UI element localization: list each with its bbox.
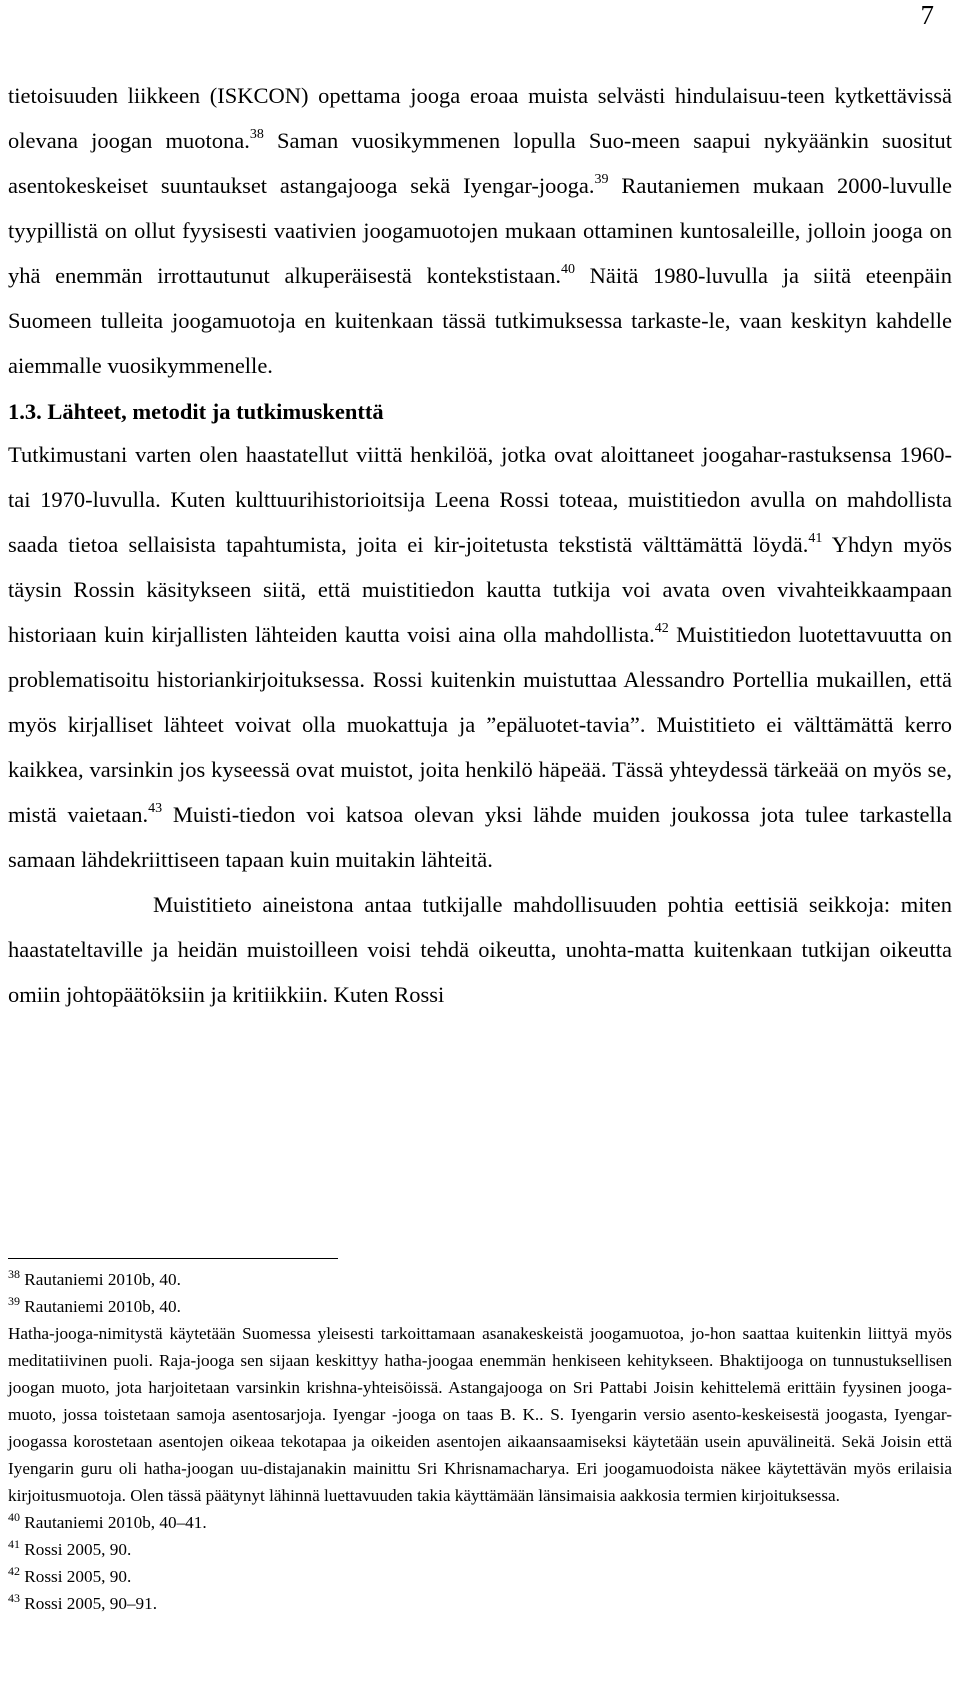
footnote-ref-40[interactable]: 40 — [560, 262, 575, 277]
text-run: Yhdyn myös täysin Rossin käsitykseen siitä, että muistitiedon kautta tutkija voi avata oven vivahteikkaampaan historiaan kuin kirjallisten lähteiden kautta voisi aina olla mahdollista. — [8, 532, 952, 647]
footnote-separator — [8, 1258, 338, 1259]
footnote-42 — [8, 1563, 952, 1590]
paragraph-2 — [8, 432, 952, 882]
footnote-38 — [8, 1266, 952, 1293]
footnote-number: 38 — [8, 1267, 20, 1281]
main-text — [8, 73, 952, 1017]
footnote-number: 41 — [8, 1537, 20, 1551]
paragraph-3 — [8, 882, 952, 1017]
footnote-number: 42 — [8, 1564, 20, 1578]
text-run: Muistitiedon luotettavuutta on problematisoitu historiankirjoituksessa. Rossi kuitenkin muistuttaa Alessandro Portellia mukaillen, että myös kirjalliset lähteet voivat olla muokattuja ja ”epäluotet-tavia”. Muistitieto ei välttämättä kerro kaikkea, varsinkin jos kyseessä ovat muistot, joita henkilö häpeää. Tässä yhteydessä tärkeää on myös se, mistä vaietaan. — [8, 622, 952, 827]
footnote-number: 43 — [8, 1591, 20, 1605]
footnote-number: 39 — [8, 1294, 20, 1308]
footnotes — [8, 1266, 952, 1617]
footnote-text: Rautaniemi 2010b, 40. — [24, 1270, 181, 1289]
footnote-41 — [8, 1536, 952, 1563]
footnote-text: Rautaniemi 2010b, 40–41. — [24, 1513, 207, 1532]
footnote-40 — [8, 1509, 952, 1536]
footnote-text: Rossi 2005, 90. — [24, 1540, 132, 1559]
page-number: 7 — [920, 0, 934, 30]
text-run: Saman vuosikymmenen lopulla Suo-meen saapui nykyäänkin suositut asentokeskeiset suuntaukset astangajooga sekä Iyengar-jooga. — [8, 128, 952, 198]
footnote-43 — [8, 1590, 952, 1617]
text-run: Tutkimustani varten olen haastatellut viittä henkilöä, jotka ovat aloittaneet joogahar-rastuksensa 1960- tai 1970-luvulla. Kuten kulttuurihistorioitsija Leena Rossi toteaa, muistitiedon avulla on mahdollista saada tietoa sellaisista tapahtumista, joita ei kir-joitetusta tekstistä välttämättä löydä. — [8, 442, 952, 557]
text-run: tietoisuuden liikkeen (ISKCON) opettama jooga eroaa muista selvästi hindulaisuu-teen kytkettävissä olevana joogan muotona. — [8, 83, 952, 153]
text-run: Muistitieto aineistona antaa tutkijalle mahdollisuuden pohtia eettisiä seikkoja: miten haastateltaville ja heidän muistoilleen voisi tehdä oikeutta, unohta-matta kuitenkaan tutkijan oikeutta omiin johtopäätöksiin ja kritiikkiin. Kuten Rossi — [8, 892, 952, 1007]
footnote-number: 40 — [8, 1510, 20, 1524]
footnote-ref-41[interactable]: 41 — [808, 531, 823, 546]
text-run: Näitä 1980-luvulla ja siitä eteenpäin Suomeen tulleita joogamuotoja en kuitenkaan tässä tutkimuksessa tarkaste-le, vaan keskityn kahdelle aiemmalle vuosikymmenelle. — [8, 263, 952, 378]
footnote-note — [8, 1320, 952, 1509]
footnote-ref-39[interactable]: 39 — [594, 172, 609, 187]
footnote-39 — [8, 1293, 952, 1320]
paragraph-1 — [8, 73, 952, 388]
footnote-text: Rautaniemi 2010b, 40. — [24, 1297, 181, 1316]
footnote-ref-38[interactable]: 38 — [249, 127, 264, 142]
footnote-text: Rossi 2005, 90–91. — [24, 1594, 158, 1613]
footnote-ref-43[interactable]: 43 — [148, 801, 163, 816]
footnote-text: Hatha-jooga-nimitystä käytetään Suomessa yleisesti tarkoittamaan asanakeskeistä joogamuotoa, jo-hon saattaa kuitenkin liittyä myös meditatiivinen puoli. Raja-jooga sen sijaan keskittyy hatha-joogaa enemmän henkiseen kehitykseen. Bhaktijooga on tunnustuksellisen joogan muoto, jota harjoitetaan varsinkin krishna-yhteisöissä. Astangajooga on Sri Pattabi Joisin kehittelemä erittäin fyysinen jooga-muoto, jossa toistetaan samoja asentosarjoja. Iyengar -jooga on taas B. K.. S. Iyengarin versio asento-keskeisestä joogasta, Iyengar-joogassa korostetaan asentojen oikeaa tekotapaa ja oikeiden asentojen aikaansaamiseksi käytetään usein apuvälineitä. Sekä Joisin että Iyengarin guru oli hatha-joogan uu-distajanakin mainittu Sri Khrisnamacharya. Eri joogamuodoista näkee käytettävän myös erilaisia kirjoitusmuotoja. Olen tässä päätynyt lähinnä luettavuuden takia käyttämään länsimaisia aakkosia termien kirjoituksessa. — [8, 1324, 952, 1505]
text-run: Rautaniemen mukaan 2000-luvulle tyypillistä on ollut fyysisesti vaativien joogamuotojen mukaan ottaminen kuntosaleille, jolloin jooga on yhä enemmän irrottautunut alkuperäisestä kontekstistaan. — [8, 173, 952, 288]
section-heading: 1.3. Lähteet, metodit ja tutkimuskenttä — [8, 399, 384, 424]
footnote-ref-42[interactable]: 42 — [654, 621, 669, 636]
footnote-text: Rossi 2005, 90. — [24, 1567, 132, 1586]
text-run: Muisti-tiedon voi katsoa olevan yksi lähde muiden joukossa jota tulee tarkastella samaan lähdekriittiseen tapaan kuin muitakin lähteitä. — [8, 802, 952, 872]
